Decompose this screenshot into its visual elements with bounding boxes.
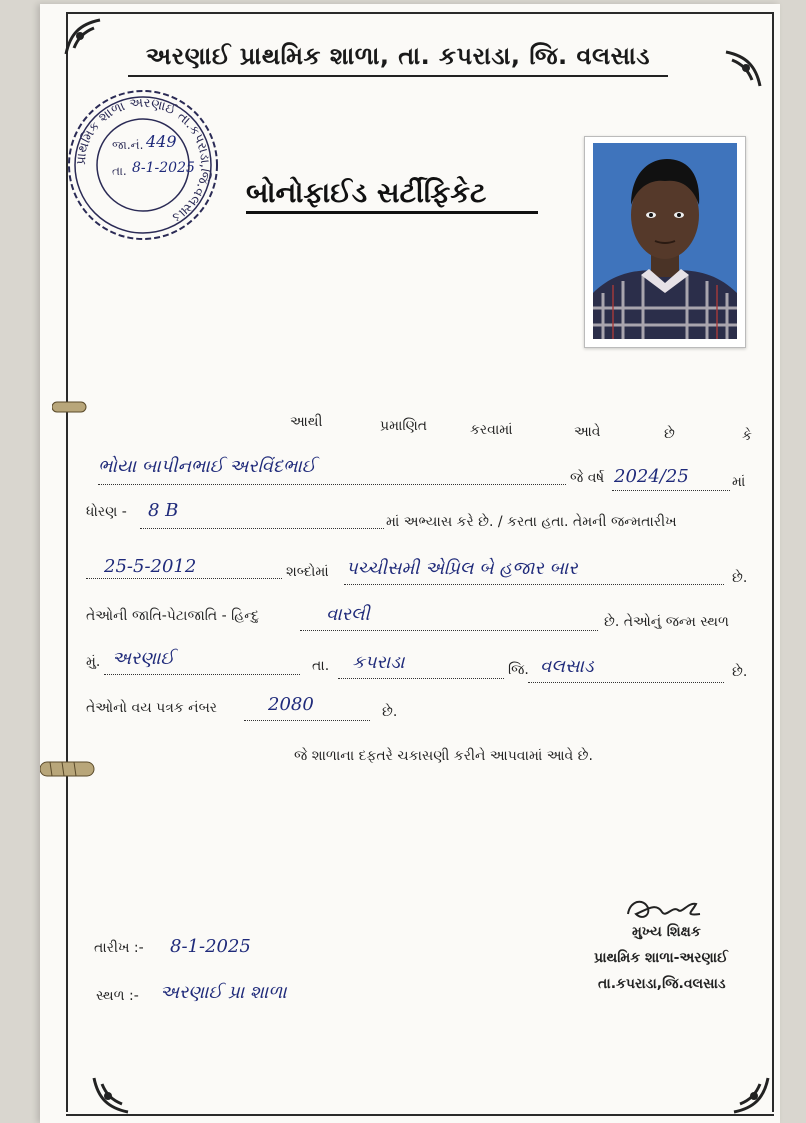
- standard-dotline: [140, 528, 384, 529]
- village-dotline: [104, 674, 300, 675]
- stamp-ring-text: પ્રાથમિક શાળા અરણાઈ તા.કપરાડા,જિ.વલસાડ: [73, 95, 213, 225]
- birthplace-label: છે. તેઓનું જન્મ સ્થળ: [604, 614, 729, 630]
- student-name-dotline: [98, 484, 566, 485]
- intro-word-3: કરવામાં: [470, 422, 513, 438]
- register-label: તેઓનો વય પત્રક નંબર: [86, 700, 218, 716]
- intro-word-2: પ્રમાણિત: [380, 418, 428, 434]
- footer-place-label: સ્થળ :-: [96, 988, 139, 1004]
- header-underline: [128, 75, 668, 77]
- district-label: જિ.: [508, 662, 529, 678]
- year-value: 2024/25: [614, 466, 689, 487]
- birthplace-che: છે.: [732, 664, 748, 680]
- school-stamp: [62, 84, 224, 246]
- taluka-value: કપરાડા: [352, 652, 405, 673]
- register-che: છે.: [382, 704, 398, 720]
- register-value: 2080: [268, 694, 314, 715]
- year-dotline: [612, 490, 730, 491]
- caste-dotline: [300, 630, 598, 631]
- stamp-ja-no-label: જા.નં.: [112, 138, 144, 152]
- dob-value: 25-5-2012: [104, 556, 197, 577]
- taluka-label: તા.: [312, 658, 330, 674]
- standard-value: 8 B: [148, 500, 179, 521]
- intro-word-6: કે: [742, 428, 752, 444]
- right-border: [772, 12, 774, 1112]
- study-text: માં અભ્યાસ કરે છે. / કરતા હતા. તેમની જન્મતારીખ: [386, 514, 677, 530]
- caste-value: વારલી: [326, 604, 370, 625]
- student-name: ભોયા બાપીનભાઈ અરવિંદભાઈ: [98, 456, 316, 477]
- binder-ring-top-icon: [52, 398, 88, 418]
- title-underline: [246, 211, 538, 214]
- year-suffix: માં: [732, 474, 746, 490]
- dob-dotline: [86, 578, 282, 579]
- dob-words-value: પચ્ચીસમી એપ્રિલ બે હજાર બાર: [346, 558, 578, 579]
- stamp-date-value: 8-1-2025: [132, 160, 195, 176]
- corner-ornament-bottom-right-icon: [728, 1072, 774, 1118]
- intro-word-5: છે: [664, 426, 675, 442]
- bottom-border: [66, 1114, 774, 1116]
- student-photo: [584, 136, 746, 348]
- signature-school-line: પ્રાથમિક શાળા-અરણાઈ: [594, 950, 728, 966]
- caste-label: તેઓની જાતિ-પેટાજાતિ - હિન્દુ: [86, 608, 260, 624]
- register-dotline: [244, 720, 370, 721]
- dob-words-label: શબ્દોમાં: [286, 564, 329, 580]
- student-portrait-icon: [593, 143, 737, 339]
- district-dotline: [528, 682, 724, 683]
- village-label: મું.: [86, 654, 101, 670]
- intro-word-4: આવે: [574, 424, 601, 440]
- taluka-dotline: [338, 678, 504, 679]
- footer-date-value: 8-1-2025: [170, 936, 251, 957]
- dob-words-dotline: [344, 584, 724, 585]
- standard-label: ધોરણ -: [86, 504, 127, 520]
- signature-taluka-line: તા.કપરાડા,જિ.વલસાડ: [598, 976, 726, 992]
- school-header: અરણાઈ પ્રાથમિક શાળા, તા. કપરાડા, જિ. વલસાડ: [145, 42, 651, 70]
- stamp-date-label: તા.: [112, 164, 127, 178]
- village-value: અરણાઈ: [112, 648, 175, 669]
- closing-statement: જે શાળાના દફતરે ચકાસણી કરીને આપવામાં આવે છે.: [294, 748, 593, 764]
- top-border: [66, 12, 774, 14]
- footer-place-value: અરણાઈ પ્રા શાળા: [160, 982, 287, 1003]
- signature-title: મુખ્ય શિક્ષક: [632, 924, 701, 940]
- headmaster-signature-icon: [622, 892, 706, 926]
- year-label: જે વર્ષ: [570, 470, 605, 486]
- corner-ornament-top-right-icon: [720, 46, 766, 92]
- intro-word-1: આથી: [290, 414, 323, 430]
- certificate-title: બોનોફાઈડ સર્ટીફિકેટ: [246, 176, 487, 209]
- district-value: વલસાડ: [540, 656, 594, 677]
- dob-che: છે.: [732, 570, 748, 586]
- corner-ornament-top-left-icon: [60, 14, 106, 60]
- stamp-ja-no-value: 449: [146, 132, 177, 151]
- binder-ring-bottom-icon: [40, 756, 96, 786]
- footer-date-label: તારીખ :-: [94, 940, 144, 956]
- corner-ornament-bottom-left-icon: [88, 1072, 134, 1118]
